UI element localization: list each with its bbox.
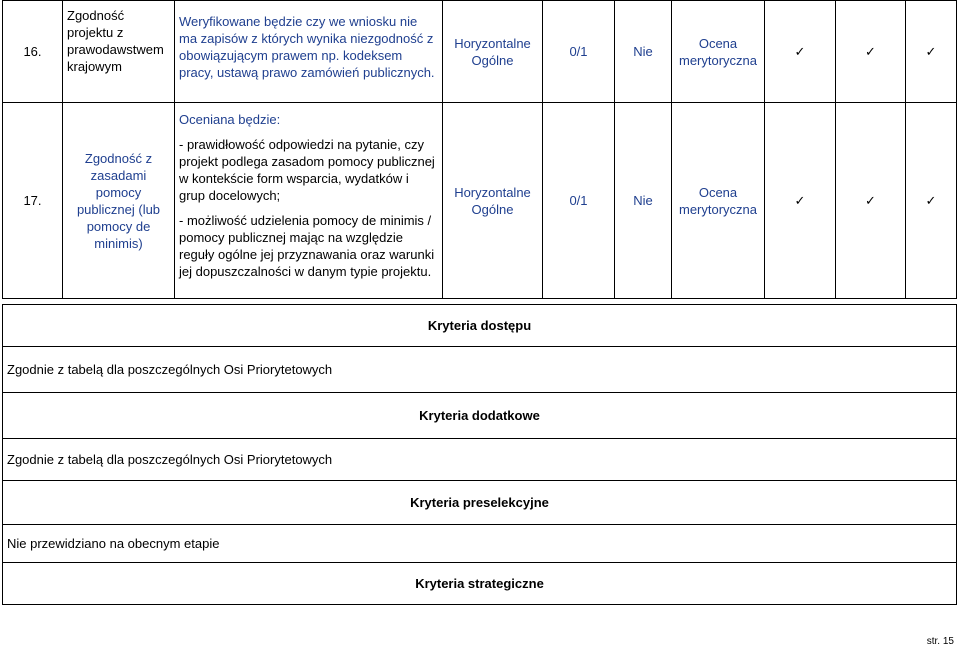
section-text-preselection: Nie przewidziano na obecnym etapie [3, 525, 957, 563]
section-header-row [3, 563, 957, 605]
criterion-type: Horyzontalne Ogólne [443, 103, 543, 299]
check-icon: ✓ [836, 1, 906, 103]
criterion-name: Zgodność z zasadami pomocy publicznej (lub pomocy de minimis) [63, 103, 175, 299]
description-paragraph: - prawidłowość odpowiedzi na pytanie, czy projekt podlega zasadom pomocy publicznej w kontekście form wsparcia, wydatków i grup docelowych; [179, 137, 435, 203]
criteria-table [2, 0, 957, 605]
section-title-additional: Kryteria dodatkowe [3, 393, 957, 439]
section-body-row [3, 525, 957, 563]
row-number: 17. [3, 103, 63, 299]
section-text-access: Zgodnie z tabelą dla poszczególnych Osi Priorytetowych [3, 347, 957, 393]
section-text-additional: Zgodnie z tabelą dla poszczególnych Osi Priorytetowych [3, 439, 957, 481]
criterion-assessment: Ocena merytoryczna [672, 1, 765, 103]
criterion-scale: 0/1 [543, 103, 615, 299]
criterion-description [175, 103, 443, 299]
criterion-description: Weryfikowane będzie czy we wniosku nie ma zapisów z których wynika niezgodność z obowiązującym prawem np. kodeksem pracy, ustawą prawo zamówień publicznych. [175, 1, 443, 103]
table-row [3, 103, 957, 299]
table-row [3, 1, 957, 103]
criterion-scale: 0/1 [543, 1, 615, 103]
check-icon: ✓ [836, 103, 906, 299]
section-title-strategic: Kryteria strategiczne [3, 563, 957, 605]
check-icon: ✓ [906, 1, 957, 103]
criterion-correctable: Nie [615, 103, 672, 299]
criterion-correctable: Nie [615, 1, 672, 103]
check-icon: ✓ [906, 103, 957, 299]
criterion-type: Horyzontalne Ogólne [443, 1, 543, 103]
section-header-row [3, 481, 957, 525]
page-number: str. 15 [926, 636, 954, 647]
section-title-access: Kryteria dostępu [3, 305, 957, 347]
description-intro: Oceniana będzie: [179, 112, 281, 127]
check-icon: ✓ [765, 1, 836, 103]
section-body-row [3, 347, 957, 393]
section-header-row [3, 305, 957, 347]
section-title-preselection: Kryteria preselekcyjne [3, 481, 957, 525]
section-body-row [3, 439, 957, 481]
check-icon: ✓ [765, 103, 836, 299]
criterion-name: Zgodność projektu z prawodawstwem krajowym [63, 1, 175, 103]
description-paragraph: - możliwość udzielenia pomocy de minimis / pomocy publicznej mając na względzie reguły ogólne jej przyznawania oraz warunki jej dopuszczalności w danym typie projektu. [179, 213, 435, 279]
criterion-assessment: Ocena merytoryczna [672, 103, 765, 299]
section-header-row [3, 393, 957, 439]
row-number: 16. [3, 1, 63, 103]
